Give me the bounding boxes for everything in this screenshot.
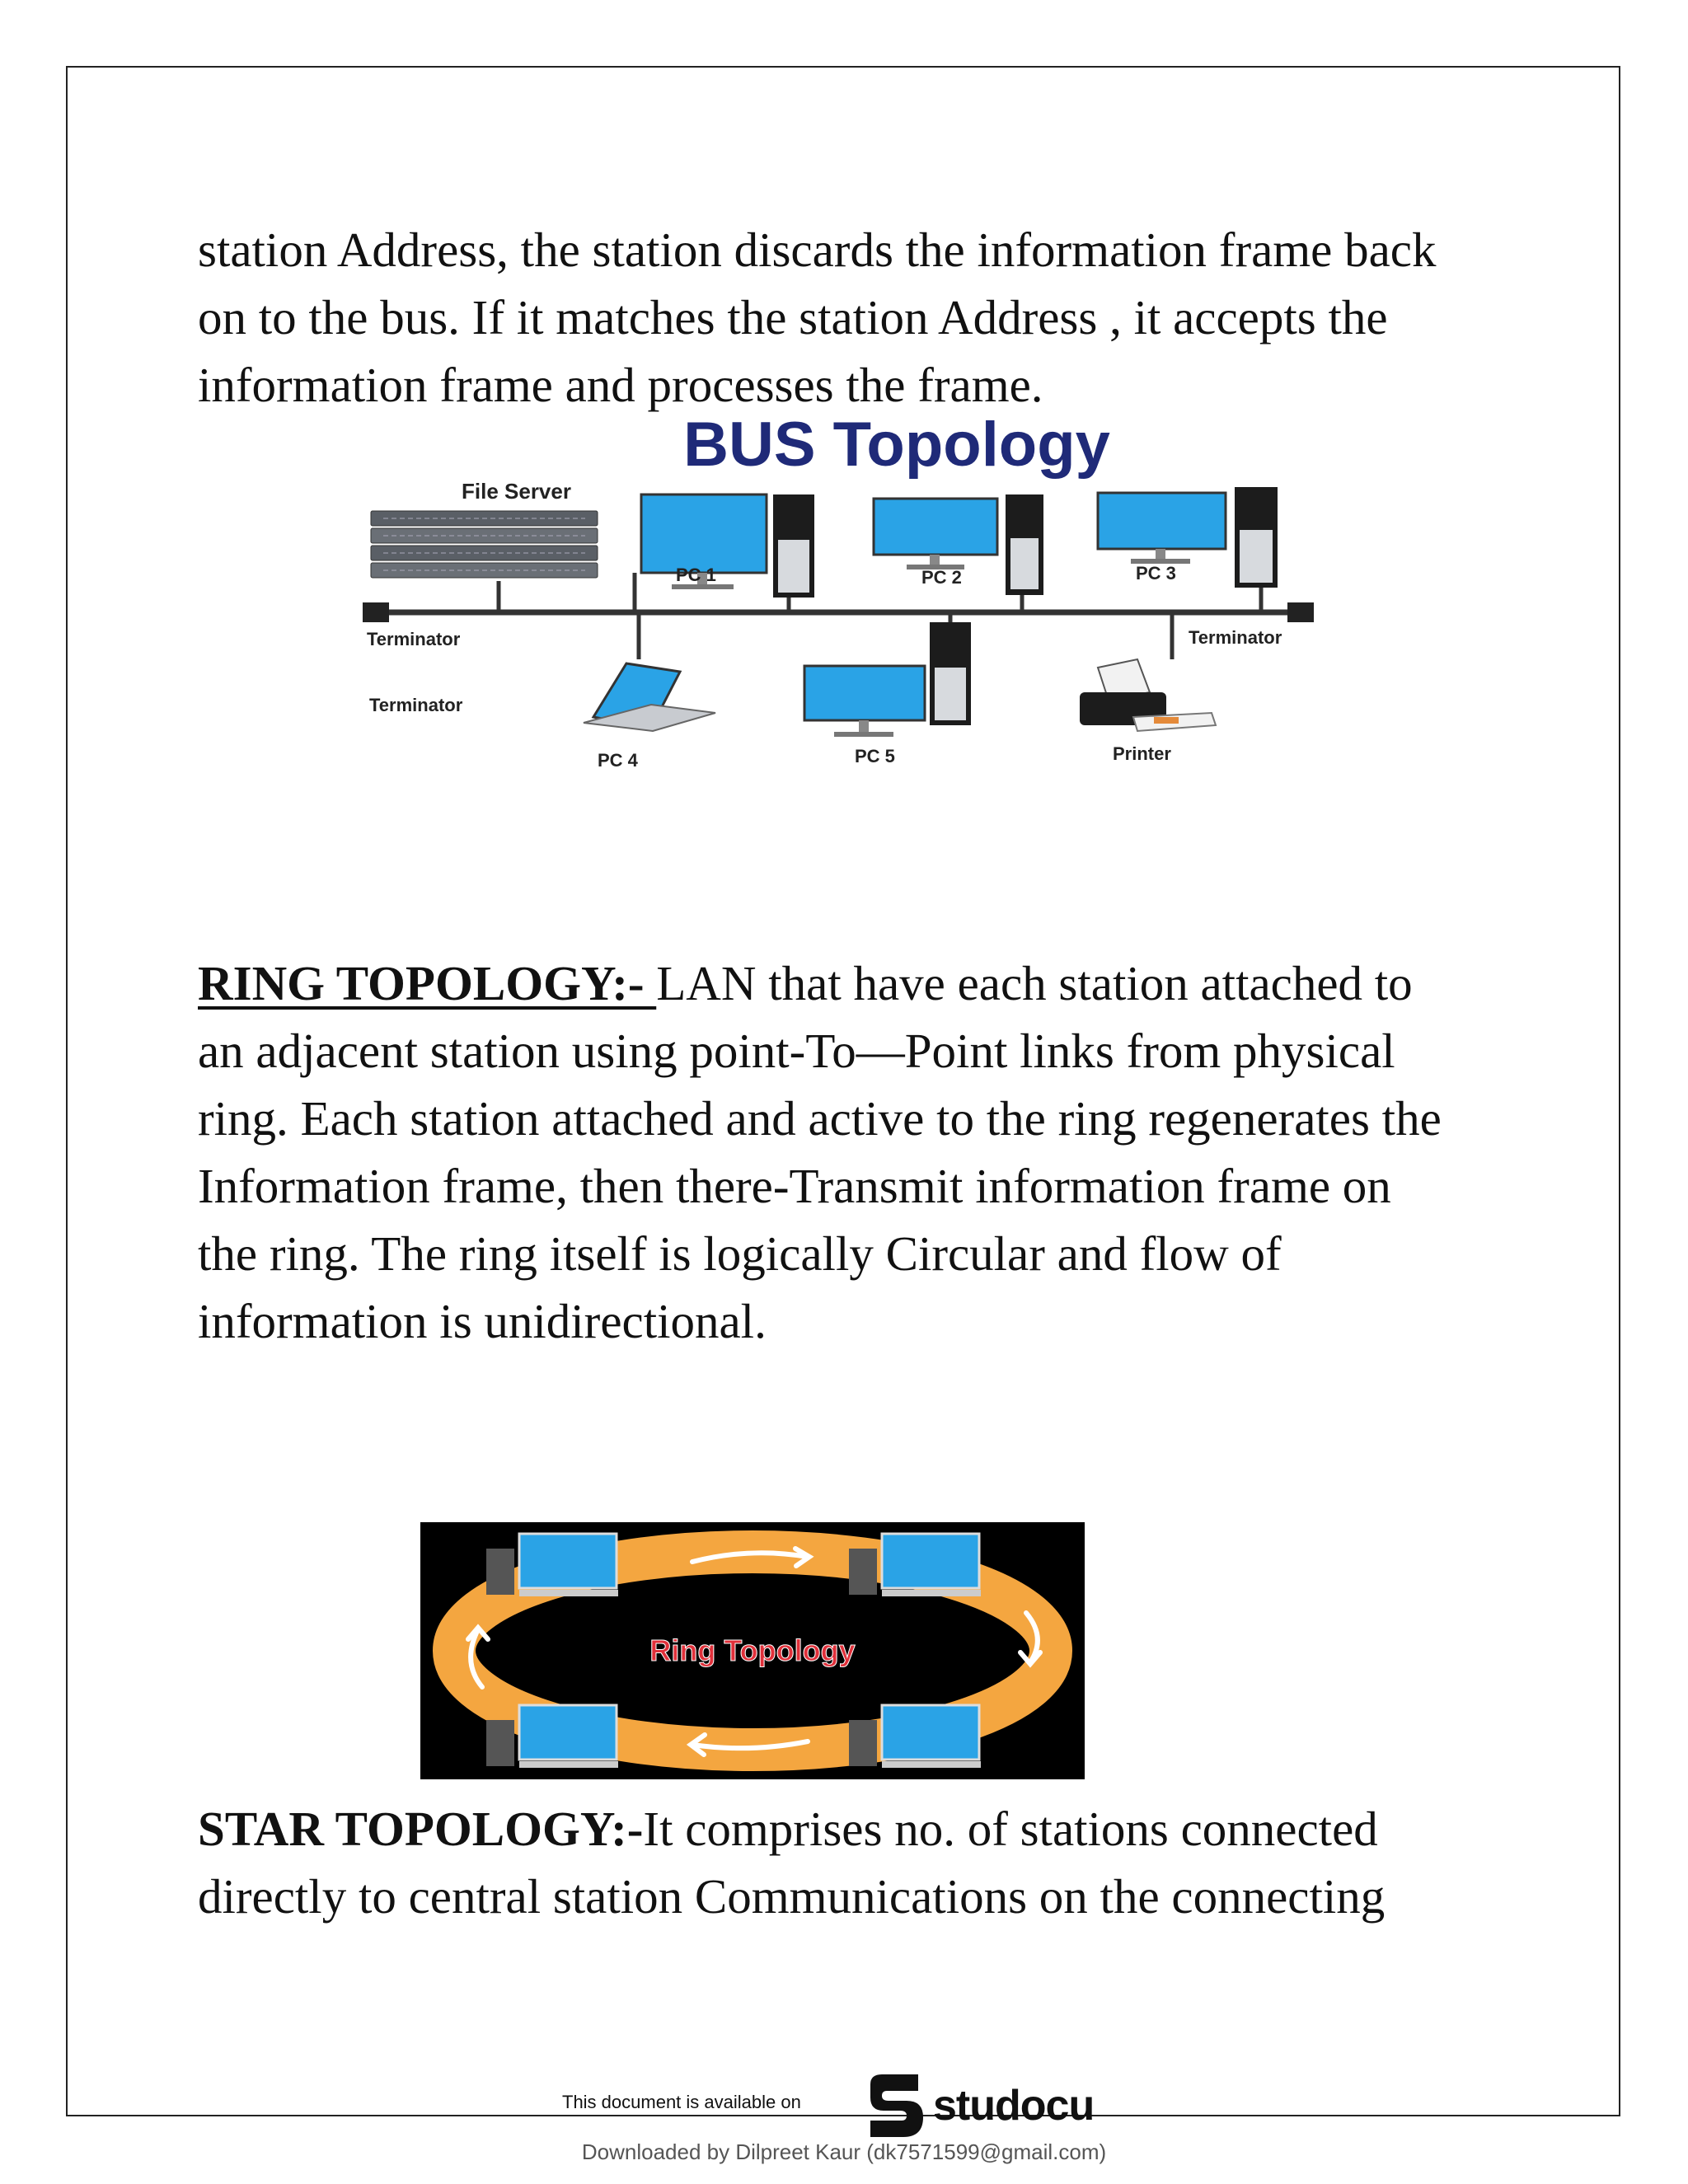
pc5-label: PC 5	[855, 746, 895, 766]
pc4-icon	[584, 663, 715, 731]
intro-line: information frame and processes the frame.	[198, 358, 1043, 412]
pc5-icon	[804, 622, 971, 737]
pc2-label: PC 2	[921, 567, 962, 588]
terminator-lower-label: Terminator	[369, 695, 463, 715]
star-line: directly to central station Communications on the connecting	[198, 1869, 1386, 1924]
pc1-icon	[641, 494, 814, 598]
ring-topology-paragraph	[198, 949, 1500, 1355]
intro-paragraph	[198, 216, 1500, 419]
ring-line: information is unidirectional.	[198, 1294, 767, 1348]
studocu-logo[interactable]	[864, 2073, 1094, 2139]
ring-computer-top-left-icon	[486, 1534, 618, 1596]
ring-line: LAN that have each station attached to	[656, 956, 1413, 1010]
pc1-label: PC 1	[676, 565, 716, 585]
ring-line: ring. Each station attached and active to the ring regenerates the	[198, 1091, 1442, 1146]
studocu-brand: studocu	[933, 2082, 1095, 2130]
terminator-right-icon	[1287, 602, 1314, 622]
ring-line: an adjacent station using point-To—Point links from physical	[198, 1024, 1395, 1078]
terminator-right-label: Terminator	[1189, 627, 1282, 648]
footer-available-text: This document is available on	[562, 2092, 801, 2112]
intro-line: station Address, the station discards the information frame back	[198, 223, 1437, 277]
bus-figure-title: BUS Topology	[683, 416, 1110, 480]
terminator-left-icon	[363, 602, 389, 622]
printer-label: Printer	[1113, 743, 1171, 764]
footer-downloaded-text: Downloaded by Dilpreet Kaur (dk7571599@gmail.com)	[581, 2139, 1107, 2164]
file-server-label: File Server	[462, 479, 571, 504]
ring-topology-heading: RING TOPOLOGY:-	[198, 956, 657, 1010]
terminator-left-label: Terminator	[367, 629, 461, 649]
ring-figure-title: Ring Topology	[649, 1633, 856, 1667]
file-server-icon	[371, 511, 598, 578]
pc3-label: PC 3	[1136, 563, 1176, 583]
pc4-label: PC 4	[598, 750, 638, 771]
star-topology-heading: STAR TOPOLOGY:-	[198, 1802, 644, 1856]
printer-icon	[1080, 659, 1216, 731]
ring-line: Information frame, then there-Transmit information frame on	[198, 1159, 1391, 1213]
ring-line: the ring. The ring itself is logically Circular and flow of	[198, 1226, 1282, 1281]
pc3-icon	[1098, 487, 1278, 588]
studocu-logo-icon	[864, 2073, 926, 2139]
star-line: It comprises no. of stations connected	[643, 1802, 1378, 1856]
ring-topology-figure	[420, 1522, 1085, 1779]
bus-topology-figure	[346, 416, 1343, 787]
ring-computer-bottom-right-icon	[849, 1705, 981, 1768]
intro-line: on to the bus. If it matches the station Address , it accepts the	[198, 290, 1388, 344]
star-topology-paragraph	[198, 1795, 1500, 1930]
